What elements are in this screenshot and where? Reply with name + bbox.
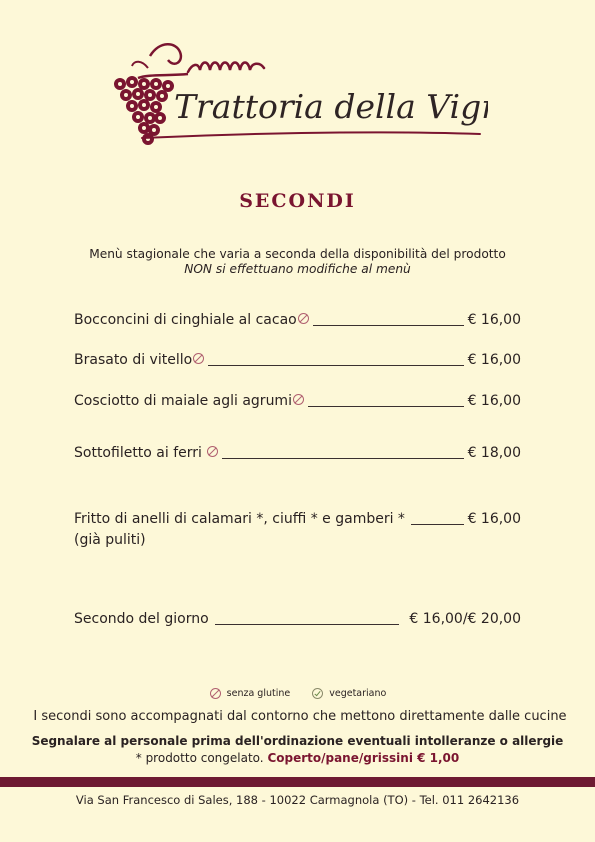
dotted-leader bbox=[308, 406, 464, 407]
footer-divider bbox=[0, 777, 595, 787]
dish-subtitle: (già puliti) bbox=[74, 532, 146, 548]
address: Via San Francesco di Sales, 188 - 10022 Carmagnola (TO) - Tel. 011 2642136 bbox=[75, 793, 520, 807]
side-dishes-note: I secondi sono accompagnati dal contorno che mettono direttamente dalle cucine bbox=[33, 709, 567, 724]
frozen-cover-note bbox=[0, 751, 595, 765]
gluten-free-icon bbox=[210, 688, 221, 699]
section-title: SECONDI bbox=[239, 190, 356, 212]
dish-row bbox=[74, 393, 521, 409]
logo-text: Trattoria della Vigna bbox=[174, 87, 488, 126]
dish-price: € 16,00/€ 20,00 bbox=[409, 611, 521, 627]
allergy-note: Segnalare al personale prima dell'ordinazione eventuali intolleranze o allergie bbox=[31, 734, 564, 748]
dish-row bbox=[74, 312, 521, 328]
dish-name: Brasato di vitello bbox=[74, 352, 193, 368]
dish-row bbox=[74, 445, 521, 461]
gluten-free-icon bbox=[193, 353, 204, 364]
dish-price: € 16,00 bbox=[467, 352, 521, 368]
dish-price: € 16,00 bbox=[467, 393, 521, 409]
dotted-leader bbox=[215, 624, 400, 625]
dish-row bbox=[74, 611, 521, 627]
grape-vine-icon bbox=[108, 38, 488, 148]
dish-price: € 16,00 bbox=[467, 511, 521, 527]
legend-gluten-free: senza glutine bbox=[226, 688, 291, 699]
dish-row bbox=[74, 511, 521, 527]
gluten-free-icon bbox=[298, 313, 309, 324]
restaurant-logo bbox=[108, 38, 488, 148]
no-changes-note: NON si effettuano modifiche al menù bbox=[184, 262, 411, 276]
gluten-free-icon bbox=[293, 394, 304, 405]
dotted-leader bbox=[411, 524, 464, 525]
dish-name: Secondo del giorno bbox=[74, 611, 209, 627]
legend-vegetarian: vegetariano bbox=[329, 688, 387, 699]
dotted-leader bbox=[208, 365, 463, 366]
vegetarian-icon bbox=[312, 688, 323, 699]
cover-charge: Coperto/pane/grissini € 1,00 bbox=[267, 751, 460, 765]
dotted-leader bbox=[222, 458, 464, 459]
dish-name: Fritto di anelli di calamari *, ciuffi * e gamberi * bbox=[74, 511, 405, 527]
dish-name: Cosciotto di maiale agli agrumi bbox=[74, 393, 292, 409]
gluten-free-icon bbox=[207, 446, 218, 457]
dish-price: € 16,00 bbox=[467, 312, 521, 328]
seasonal-note: Menù stagionale che varia a seconda della disponibilità del prodotto bbox=[89, 247, 506, 261]
dish-row bbox=[74, 352, 521, 368]
legend bbox=[0, 688, 595, 699]
frozen-note: * prodotto congelato. bbox=[135, 751, 264, 765]
dish-name: Sottofiletto ai ferri bbox=[74, 445, 202, 461]
dish-price: € 18,00 bbox=[467, 445, 521, 461]
dish-name: Bocconcini di cinghiale al cacao bbox=[74, 312, 297, 328]
dotted-leader bbox=[313, 325, 464, 326]
